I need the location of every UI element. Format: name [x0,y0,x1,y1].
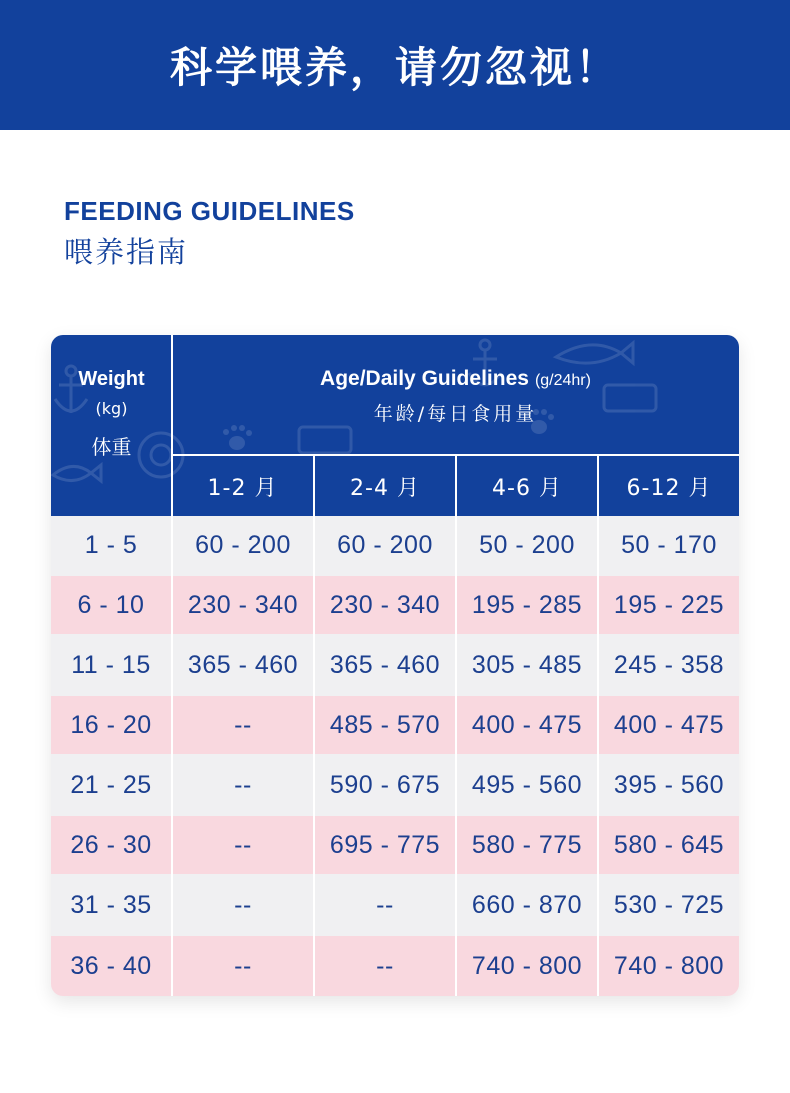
weight-cell: 6 - 10 [51,576,171,634]
value-cell: -- [173,816,313,874]
age-column-1: 1-2 月 [207,475,278,501]
feeding-table [51,335,739,996]
section-title-en: FEEDING GUIDELINES [64,196,355,226]
grid-line [597,516,599,996]
value-cell: 660 - 870 [457,876,597,934]
value-cell: 50 - 200 [457,516,597,574]
value-cell: 530 - 725 [599,876,739,934]
value-cell: 580 - 775 [457,816,597,874]
value-cell: 195 - 225 [599,576,739,634]
weight-cell: 26 - 30 [51,816,171,874]
value-cell: 365 - 460 [315,636,455,694]
value-cell: 495 - 560 [457,756,597,814]
value-cell: -- [315,936,455,996]
value-cell: 400 - 475 [457,696,597,754]
value-cell: 230 - 340 [315,576,455,634]
value-cell: 740 - 800 [457,936,597,996]
age-header-en-label: Age/Daily Guidelines [320,367,529,390]
table-row [51,936,739,996]
value-cell: -- [173,876,313,934]
grid-line [171,516,173,996]
value-cell: 400 - 475 [599,696,739,754]
age-column-3: 4-6 月 [492,475,562,501]
value-cell: 395 - 560 [599,756,739,814]
weight-cell: 31 - 35 [51,876,171,934]
banner-title: 科学喂养，请勿忽视！ [169,43,620,92]
value-cell: 365 - 460 [173,636,313,694]
section-title-zh: 喂养指南 [64,235,189,269]
value-cell: 60 - 200 [315,516,455,574]
value-cell: 740 - 800 [599,936,739,996]
weight-header-zh: 体重 [91,435,132,459]
value-cell: 590 - 675 [315,756,455,814]
weight-cell: 11 - 15 [51,636,171,694]
table-header [51,335,739,516]
grid-line [455,516,457,996]
age-header-en [172,367,739,391]
value-cell: 580 - 645 [599,816,739,874]
table-row [51,816,739,876]
value-cell: 305 - 485 [457,636,597,694]
grid-line [313,516,315,996]
table-row [51,696,739,756]
value-cell: -- [173,756,313,814]
age-column-header [172,335,739,454]
value-cell: 245 - 358 [599,636,739,694]
value-cell: 195 - 285 [457,576,597,634]
value-cell: 230 - 340 [173,576,313,634]
weight-header-unit: (kg) [95,399,128,418]
table-row [51,876,739,936]
age-header-unit: (g/24hr) [534,372,591,389]
age-header-zh: 年龄/每日食用量 [373,403,538,425]
value-cell: 485 - 570 [315,696,455,754]
weight-header-en: Weight [78,368,145,390]
age-column-4: 6-12 月 [626,475,712,501]
table-row [51,516,739,576]
value-cell: 695 - 775 [315,816,455,874]
table-row [51,576,739,636]
table-row [51,636,739,696]
weight-cell: 1 - 5 [51,516,171,574]
weight-cell: 36 - 40 [51,936,171,996]
weight-column-header [51,335,172,516]
value-cell: 50 - 170 [599,516,739,574]
weight-cell: 16 - 20 [51,696,171,754]
weight-cell: 21 - 25 [51,756,171,814]
age-column-2: 2-4 月 [350,475,420,501]
table-row [51,756,739,816]
value-cell: -- [315,876,455,934]
value-cell: -- [173,696,313,754]
value-cell: 60 - 200 [173,516,313,574]
top-banner [0,0,790,130]
value-cell: -- [173,936,313,996]
